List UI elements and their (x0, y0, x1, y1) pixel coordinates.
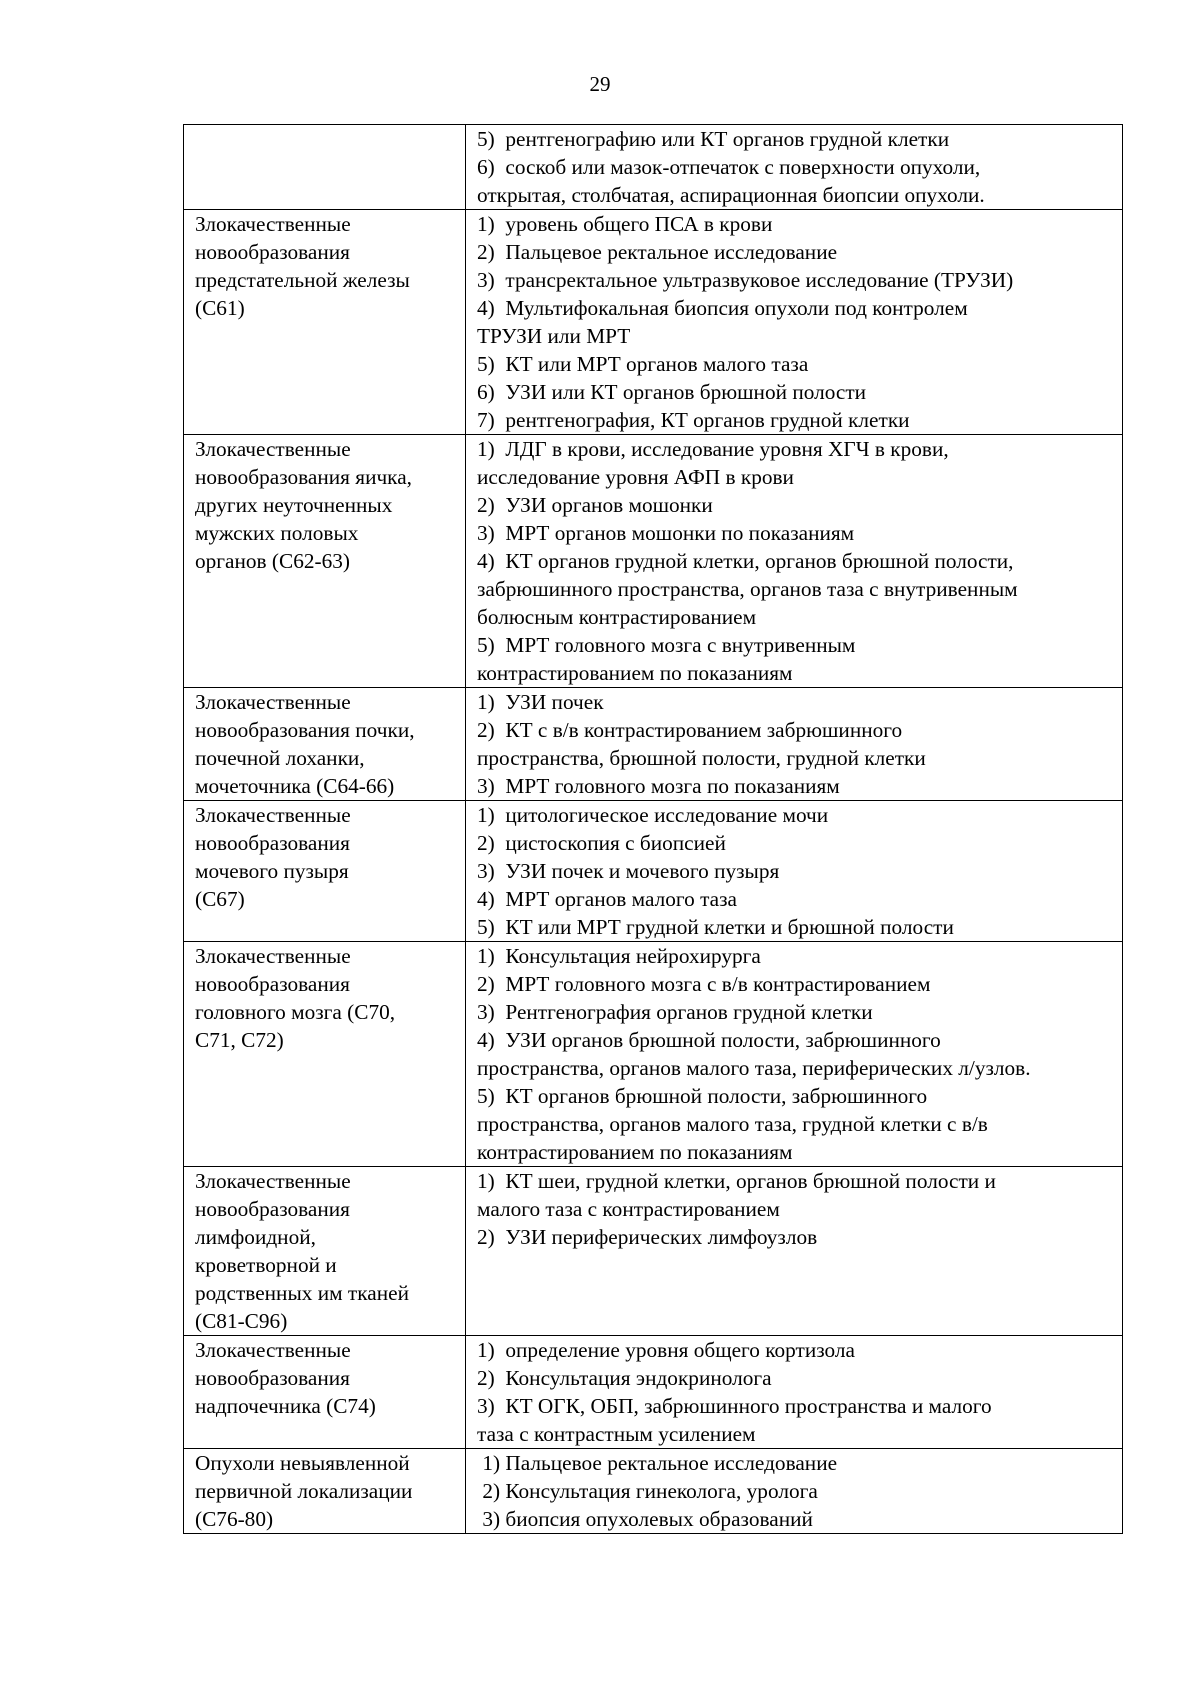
table-row (184, 688, 1123, 801)
examination-cell (466, 1449, 1123, 1534)
diagnosis-line: Злокачественные (195, 1169, 351, 1193)
examination-line: 5) КТ органов брюшной полости, забрюшинного (477, 1084, 928, 1108)
diagnosis-cell (184, 210, 466, 435)
table-row (184, 125, 1123, 210)
diagnosis-cell (184, 801, 466, 942)
diagnosis-line: новообразования яичка, (195, 465, 412, 489)
table-row (184, 942, 1123, 1167)
page-number: 29 (589, 72, 611, 96)
table-row (184, 1167, 1123, 1336)
diagnosis-line: новообразования (195, 972, 350, 996)
diagnosis-cell (184, 435, 466, 688)
diagnosis-cell (184, 1336, 466, 1449)
examination-line: 5) КТ или МРТ органов малого таза (477, 352, 809, 376)
examination-line: 4) КТ органов грудной клетки, органов брюшной полости, (477, 549, 1014, 573)
diagnosis-line: мочевого пузыря (195, 859, 349, 883)
diagnosis-line: лимфоидной, (195, 1225, 316, 1249)
diagnosis-line: Злокачественные (195, 690, 351, 714)
diagnosis-cell (184, 1449, 466, 1534)
diagnosis-line: (С67) (195, 887, 245, 911)
examination-line: 2) Консультация эндокринолога (477, 1366, 772, 1390)
diagnosis-line: Злокачественные (195, 1338, 351, 1362)
diagnosis-line: головного мозга (С70, (195, 1000, 396, 1024)
examination-cell (466, 435, 1123, 688)
table-row (184, 801, 1123, 942)
diagnosis-line: Злокачественные (195, 803, 351, 827)
examination-cell (466, 942, 1123, 1167)
diagnosis-line: (С81-С96) (195, 1309, 288, 1333)
diagnosis-line: кроветворной и (195, 1253, 337, 1277)
diagnosis-line: первичной локализации (195, 1479, 413, 1503)
examination-line: 7) рентгенография, КТ органов грудной клетки (477, 408, 910, 432)
examination-line: открытая, столбчатая, аспирационная биопсии опухоли. (477, 183, 985, 207)
diagnosis-line: мочеточника (С64-66) (195, 774, 395, 798)
examination-line: забрюшинного пространства, органов таза с внутривенным (477, 577, 1018, 601)
diagnosis-line: надпочечника (С74) (195, 1394, 376, 1418)
examination-line: 5) КТ или МРТ грудной клетки и брюшной полости (477, 915, 954, 939)
examination-line: 2) МРТ головного мозга с в/в контрастированием (477, 972, 931, 996)
examination-line: 3) биопсия опухолевых образований (477, 1507, 813, 1531)
examination-line: 1) уровень общего ПСА в крови (477, 212, 773, 236)
examination-line: исследование уровня АФП в крови (477, 465, 794, 489)
examination-cell (466, 1336, 1123, 1449)
diagnosis-cell (184, 125, 466, 210)
examination-cell (466, 801, 1123, 942)
examination-line: 5) МРТ головного мозга с внутривенным (477, 633, 856, 657)
examination-line: 4) Мультифокальная биопсия опухоли под контролем (477, 296, 968, 320)
examination-line: контрастированием по показаниям (477, 661, 793, 685)
diagnosis-line: новообразования (195, 1366, 350, 1390)
examination-line: 3) УЗИ почек и мочевого пузыря (477, 859, 780, 883)
examination-line: 1) УЗИ почек (477, 690, 604, 714)
examination-line: 3) Рентгенография органов грудной клетки (477, 1000, 873, 1024)
table-row (184, 1336, 1123, 1449)
examination-line: 6) УЗИ или КТ органов брюшной полости (477, 380, 867, 404)
examination-line: 1) КТ шеи, грудной клетки, органов брюшной полости и (477, 1169, 996, 1193)
examination-line: 2) УЗИ органов мошонки (477, 493, 713, 517)
table-row (184, 210, 1123, 435)
examination-cell (466, 210, 1123, 435)
examination-line: 1) определение уровня общего кортизола (477, 1338, 855, 1362)
examination-line: болюсным контрастированием (477, 605, 757, 629)
examination-line: 1) Пальцевое ректальное исследование (477, 1451, 838, 1475)
diagnosis-line: почечной лоханки, (195, 746, 365, 770)
diagnosis-line: (С61) (195, 296, 245, 320)
diagnosis-line: Опухоли невыявленной (195, 1451, 410, 1475)
examination-line: пространства, органов малого таза, периферических л/узлов. (477, 1056, 1031, 1080)
examination-line: ТРУЗИ или МРТ (477, 324, 631, 348)
table-row (184, 1449, 1123, 1534)
diagnosis-line: родственных им тканей (195, 1281, 409, 1305)
diagnosis-line: предстательной железы (195, 268, 410, 292)
examination-line: 2) Консультация гинеколога, уролога (477, 1479, 818, 1503)
examination-line: 4) УЗИ органов брюшной полости, забрюшинного (477, 1028, 941, 1052)
diagnosis-line: других неуточненных (195, 493, 393, 517)
diagnosis-line: Злокачественные (195, 437, 351, 461)
examination-line: 6) соскоб или мазок-отпечаток с поверхности опухоли, (477, 155, 981, 179)
examination-line: 1) цитологическое исследование мочи (477, 803, 829, 827)
examination-line: 5) рентгенографию или КТ органов грудной клетки (477, 127, 950, 151)
examination-line: 2) УЗИ периферических лимфоузлов (477, 1225, 818, 1249)
diagnosis-line: новообразования (195, 240, 350, 264)
diagnosis-cell (184, 942, 466, 1167)
examination-line: 2) Пальцевое ректальное исследование (477, 240, 838, 264)
diagnosis-line: новообразования (195, 831, 350, 855)
examination-line: 2) КТ с в/в контрастированием забрюшинного (477, 718, 903, 742)
examination-line: пространства, органов малого таза, грудной клетки с в/в (477, 1112, 988, 1136)
examination-line: пространства, брюшной полости, грудной клетки (477, 746, 926, 770)
diagnosis-cell (184, 688, 466, 801)
diagnosis-line: (С76-80) (195, 1507, 274, 1531)
examination-line: 3) МРТ органов мошонки по показаниям (477, 521, 855, 545)
examination-line: 4) МРТ органов малого таза (477, 887, 737, 911)
examination-line: 1) Консультация нейрохирурга (477, 944, 761, 968)
examination-cell (466, 125, 1123, 210)
examination-line: 2) цистоскопия с биопсией (477, 831, 726, 855)
examination-line: контрастированием по показаниям (477, 1140, 793, 1164)
examination-line: 3) трансректальное ультразвуковое исследование (ТРУЗИ) (477, 268, 1014, 292)
examination-line: 3) МРТ головного мозга по показаниям (477, 774, 840, 798)
diagnosis-line: новообразования почки, (195, 718, 415, 742)
diagnosis-line: мужских половых (195, 521, 359, 545)
table-row (184, 435, 1123, 688)
diagnosis-cell (184, 1167, 466, 1336)
examination-line: 1) ЛДГ в крови, исследование уровня ХГЧ в крови, (477, 437, 949, 461)
diagnosis-line: новообразования (195, 1197, 350, 1221)
examination-line: 3) КТ ОГК, ОБП, забрюшинного пространства и малого (477, 1394, 992, 1418)
table-body (184, 125, 1123, 1534)
examination-cell (466, 1167, 1123, 1336)
diagnosis-line: Злокачественные (195, 212, 351, 236)
diagnosis-line: С71, С72) (195, 1028, 284, 1052)
examination-line: малого таза с контрастированием (477, 1197, 780, 1221)
diagnosis-line: органов (С62-63) (195, 549, 350, 573)
examination-table (183, 124, 1123, 1534)
examination-cell (466, 688, 1123, 801)
diagnosis-line: Злокачественные (195, 944, 351, 968)
examination-line: таза с контрастным усилением (477, 1422, 756, 1446)
